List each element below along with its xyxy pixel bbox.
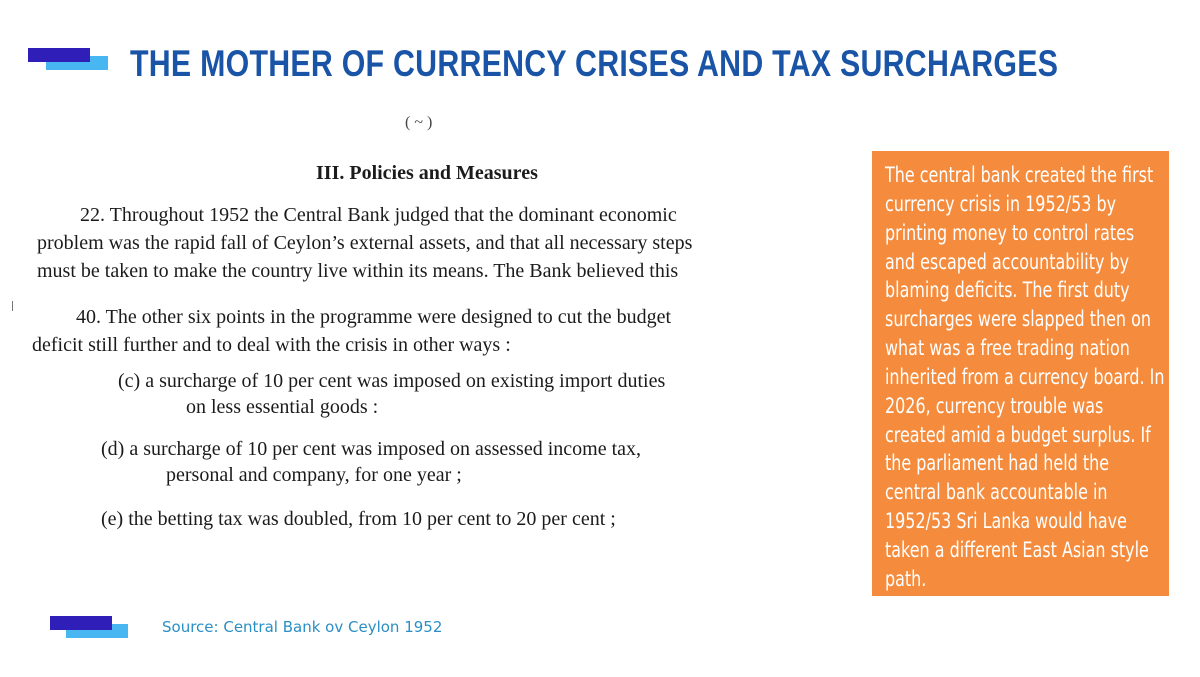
item-c-line-2: on less essential goods : — [186, 396, 379, 418]
para22-line-1: 22. Throughout 1952 the Central Bank judged that the dominant economic — [80, 204, 677, 226]
callout-text: The central bank created the first currency crisis in 1952/53 by printing money to control rates and escaped accountability by blaming deficits. The first duty surcharges were slapped then on what was a free trading nation inherited from a currency board. In 2026, currency trouble was created amid a budget surplus. If the parliament had held the central bank accountable in 1952/53 Sri Lanka would have taken a different East Asian style path. — [885, 163, 1165, 591]
para22-line-3: must be taken to make the country live within its means. The Bank believed this — [37, 260, 679, 282]
slide-title: THE MOTHER OF CURRENCY CRISES AND TAX SURCHARGES — [130, 43, 1059, 84]
page-fragment: ( ~ ) — [405, 114, 433, 131]
section-heading: III. Policies and Measures — [316, 162, 538, 184]
item-c-line-1: (c) a surcharge of 10 per cent was imposed on existing import duties — [118, 370, 666, 392]
source-caption: Source: Central Bank ov Ceylon 1952 — [162, 618, 443, 636]
para40-line-2: deficit still further and to deal with the crisis in other ways : — [32, 334, 511, 356]
item-d-line-1: (d) a surcharge of 10 per cent was imposed on assessed income tax, — [101, 438, 642, 460]
item-e-line: (e) the betting tax was doubled, from 10 per cent to 20 per cent ; — [101, 508, 616, 530]
scanned-document-excerpt — [0, 110, 870, 580]
accent-bar-dark-top — [28, 48, 90, 62]
scan-mark — [12, 301, 13, 311]
para22-line-2: problem was the rapid fall of Ceylon’s external assets, and that all necessary steps — [37, 232, 693, 254]
commentary-callout — [872, 151, 1169, 596]
accent-bar-dark-bottom — [50, 616, 112, 630]
para40-line-1: 40. The other six points in the programme were designed to cut the budget — [76, 306, 672, 328]
item-d-line-2: personal and company, for one year ; — [166, 464, 462, 486]
